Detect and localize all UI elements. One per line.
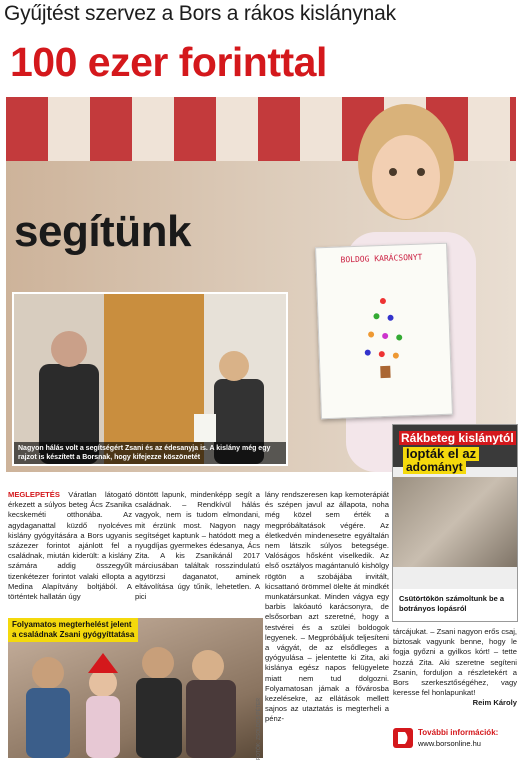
family-photo-label	[8, 618, 138, 642]
article-column-1	[8, 490, 132, 602]
article-column-2: döntött lapunk, mindenképp segít a családnak. – Rendkívül hálás vagyok, nem is tudom elmondani, mit érzünk most. Nagyon nagy segítséget kaptunk – hatódott meg a nyugdíjas gyermekes édesanya, Ács Zita. A kis Zsanikánál 2017 márciusában találtak rosszindulatú agytörzsi daganatot, aminek eltávolítása úgy tűnik, lehetetlen. A pici	[135, 490, 260, 602]
website-link[interactable]: www.borsonline.hu	[418, 739, 481, 748]
article-column-4	[393, 627, 517, 709]
column-1-text: Váratlan látogató érkezett a súlyos beteg Ács Zsanika kecskeméti otthonába. Az agydaganattal küzdő nyolcéves kislány gyógyítására a Bors ugyanis százezer forintot ajánlott fel a családnak, miután kiderült: a kislány számára addig összegyűlt tizenkétezer forintot valaki ellopta a Medina Alapítvány boltjából. A történtek hallatán úgy	[8, 490, 132, 602]
label-line-2: a családnak Zsani gyógyíttatása	[12, 630, 135, 639]
sidebar-image	[393, 477, 517, 567]
label-line-1: Folyamatos megterhelést jelent	[12, 620, 132, 629]
kicker: Gyűjtést szervez a Bors a rákos kislánynak	[4, 2, 396, 25]
bors-logo-icon	[393, 728, 413, 748]
child-drawing	[315, 243, 453, 420]
sidebar-line-1: Rákbeteg kislánytól	[401, 431, 514, 445]
article-column-3: lány rendszeresen kap kemoterápiát és szépen javul az állapota, noha még közel sem érték a megpróbáltatások végére. Az életkedvén mindenesetre egyáltalán nem látszik súlyos betegsége. Valóságos hősként viselkedik. Az első osztályos magántanuló kishölgy rögtön a szobájába invitált, kicsattanó örömmel ölelte át mindkét munkatársunkat. Minden vágya egy barbis lakóautó karácsonyra, de elsősorban azt szeretné, hogy a testvérei és a szülei boldogok legyenek. – Megpróbáljuk teljesíteni a vágyát, de az elsődleges a gyógyulása – jelentette ki Zita, aki kislánya egész napos felügyelete miatt nem tud dolgozni. Folyamatosan jámak a fővárosba kezelésekre, az ellátások mellett sajnos az utaztatás is megterheli a pénz-	[265, 490, 389, 724]
author: Reim Károly	[472, 698, 517, 708]
sidebar-line-3: adományt	[403, 461, 466, 474]
family-photo	[8, 618, 263, 758]
hero-photo	[6, 97, 516, 472]
sidebar-clipping	[392, 424, 518, 622]
christmas-tree-drawing-icon	[316, 244, 452, 418]
drawing-text: BOLDOG KARÁCSONYT	[340, 252, 423, 265]
info-label: További információk:	[418, 728, 499, 737]
sidebar-line-2: lopták el az	[403, 447, 479, 461]
hero-title-line-1: segítünk	[14, 207, 191, 256]
inset-caption: Nagyon hálás volt a segítségért Zsani és az édesanyja is. A kislány még egy rajzot is készített a Borsnak, hogy kifejezze köszönetét	[14, 442, 286, 464]
sidebar-caption: Csütörtökön számoltunk be a botrányos lopásról	[393, 589, 517, 621]
headline: 100 ezer forinttal	[10, 39, 327, 85]
lead-word: MEGLEPETÉS	[8, 490, 60, 499]
column-4-text: tárcájukat. – Zsani nagyon erős csaj, biztosak vagyunk benne, hogy le fogja győzni a gyilkos kórt! – tette hozzá Zita. Aki szeretne segíteni Zsanin, forduljon a részletekért a Bors szerkesztőségéhez, vagy keresse fel honlapunkat!	[393, 627, 517, 698]
photo-credit: FOTÓK: ZSOLDOS PÉTER	[256, 698, 262, 760]
inset-scene	[14, 294, 286, 464]
inset-photo	[12, 292, 288, 466]
